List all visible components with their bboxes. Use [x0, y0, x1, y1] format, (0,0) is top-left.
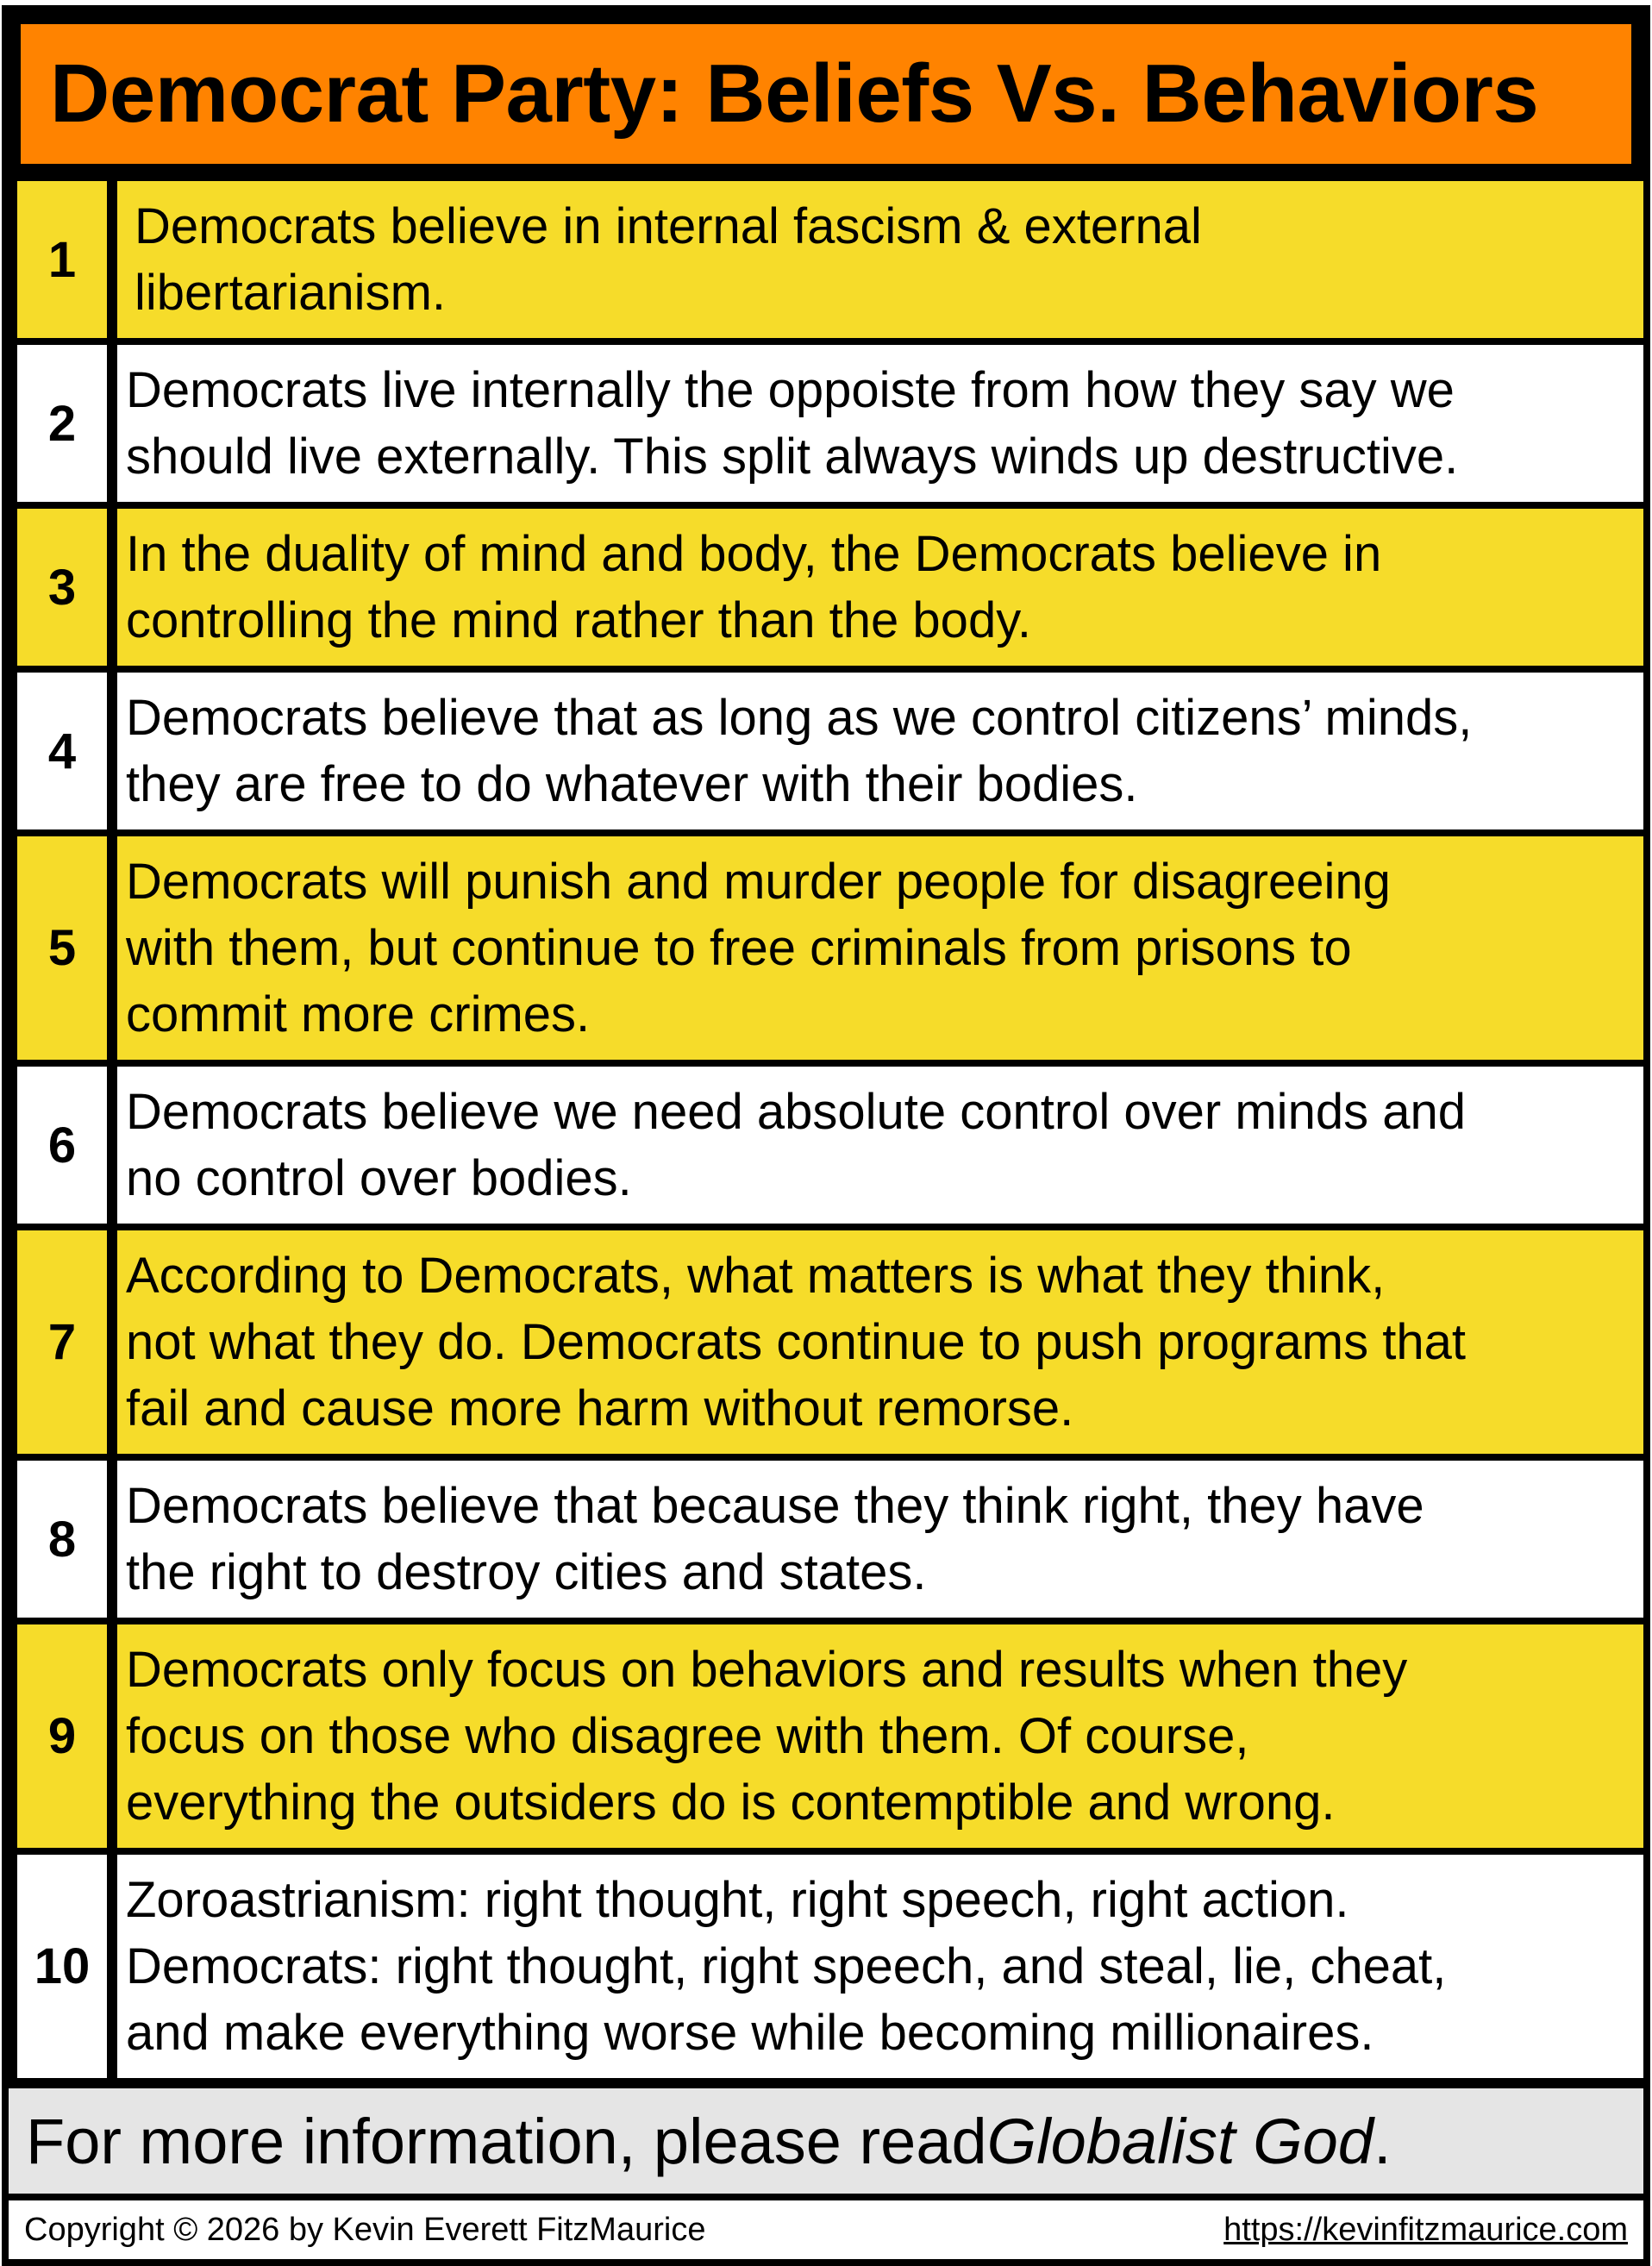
row-number: 7	[17, 1230, 107, 1454]
row-text-line: In the duality of mind and body, the Democrats believe in	[126, 526, 1382, 582]
row-text-line: Zoroastrianism: right thought, right speech, right action.	[126, 1872, 1349, 1928]
row-text-line: Democrats live internally the oppoiste from how they say we	[126, 362, 1455, 418]
book-title: Globalist God	[986, 2105, 1374, 2177]
row-text-line: with them, but continue to free criminals from prisons to	[126, 920, 1352, 976]
row-text-line: should live externally. This split always winds up destructive.	[126, 429, 1459, 485]
row-text	[117, 673, 1643, 829]
row-text-line: everything the outsiders do is contemptible and wrong.	[126, 1775, 1336, 1831]
row-text-line: According to Democrats, what matters is what they think,	[126, 1248, 1386, 1304]
row-number: 3	[17, 509, 107, 666]
row-text-line: not what they do. Democrats continue to push programs that	[126, 1314, 1466, 1370]
row-number: 10	[17, 1855, 107, 2078]
table-row	[9, 338, 1643, 502]
row-text-line: controlling the mind rather than the body.	[126, 592, 1032, 648]
website-link[interactable]: https://kevinfitzmaurice.com	[1223, 2211, 1628, 2248]
row-text-line: Democrats believe we need absolute control over minds and	[126, 1084, 1466, 1140]
row-text	[117, 181, 1643, 338]
row-number: 5	[17, 836, 107, 1060]
row-text-line: Democrats believe in internal fascism & external	[135, 198, 1202, 254]
row-text-line: no control over bodies.	[126, 1150, 632, 1206]
row-text-line: focus on those who disagree with them. Of course,	[126, 1708, 1249, 1764]
row-number: 2	[17, 345, 107, 502]
row-text-line: Democrats believe that as long as we control citizens’ minds,	[126, 690, 1473, 746]
recommendation-suffix: .	[1373, 2105, 1392, 2177]
row-text	[117, 836, 1643, 1060]
row-text-line: and make everything worse while becoming millionaires.	[126, 2005, 1374, 2061]
row-text-line: they are free to do whatever with their bodies.	[126, 756, 1138, 812]
row-text	[117, 1067, 1643, 1224]
table-row	[9, 829, 1643, 1060]
row-text	[117, 1855, 1643, 2078]
row-number: 8	[17, 1461, 107, 1618]
row-text	[117, 509, 1643, 666]
row-text-line: Democrats: right thought, right speech, and steal, lie, cheat,	[126, 1938, 1447, 1994]
row-text-line: libertarianism.	[135, 265, 446, 321]
row-number: 1	[17, 181, 107, 338]
row-number: 4	[17, 673, 107, 829]
row-text-line: Democrats believe that because they think right, they have	[126, 1478, 1424, 1534]
row-text-line: fail and cause more harm without remorse.	[126, 1380, 1074, 1437]
row-text-line: Democrats only focus on behaviors and results when they	[126, 1642, 1408, 1698]
copyright-text: Copyright © 2026 by Kevin Everett FitzMaurice	[24, 2211, 706, 2248]
table-row	[9, 1848, 1643, 2078]
row-text-line: Democrats will punish and murder people for disagreeing	[126, 854, 1391, 910]
row-text	[117, 1624, 1643, 1848]
table-row	[9, 502, 1643, 666]
reading-recommendation	[9, 2078, 1643, 2194]
row-text-line: the right to destroy cities and states.	[126, 1544, 927, 1600]
table-row	[9, 176, 1643, 338]
row-text	[117, 345, 1643, 502]
row-number: 9	[17, 1624, 107, 1848]
title-banner	[9, 12, 1643, 176]
table-row	[9, 1454, 1643, 1618]
copyright-bar	[9, 2194, 1643, 2259]
table-row	[9, 1224, 1643, 1454]
infographic-sheet	[2, 5, 1650, 2266]
table-row	[9, 666, 1643, 829]
row-text	[117, 1461, 1643, 1618]
row-text-line: commit more crimes.	[126, 986, 591, 1042]
row-number: 6	[17, 1067, 107, 1224]
table-row	[9, 1618, 1643, 1848]
recommendation-prefix: For more information, please read	[26, 2105, 987, 2177]
row-text	[117, 1230, 1643, 1454]
beliefs-table	[9, 176, 1643, 2078]
table-row	[9, 1060, 1643, 1224]
page-title: Democrat Party: Beliefs Vs. Behaviors	[50, 47, 1539, 140]
